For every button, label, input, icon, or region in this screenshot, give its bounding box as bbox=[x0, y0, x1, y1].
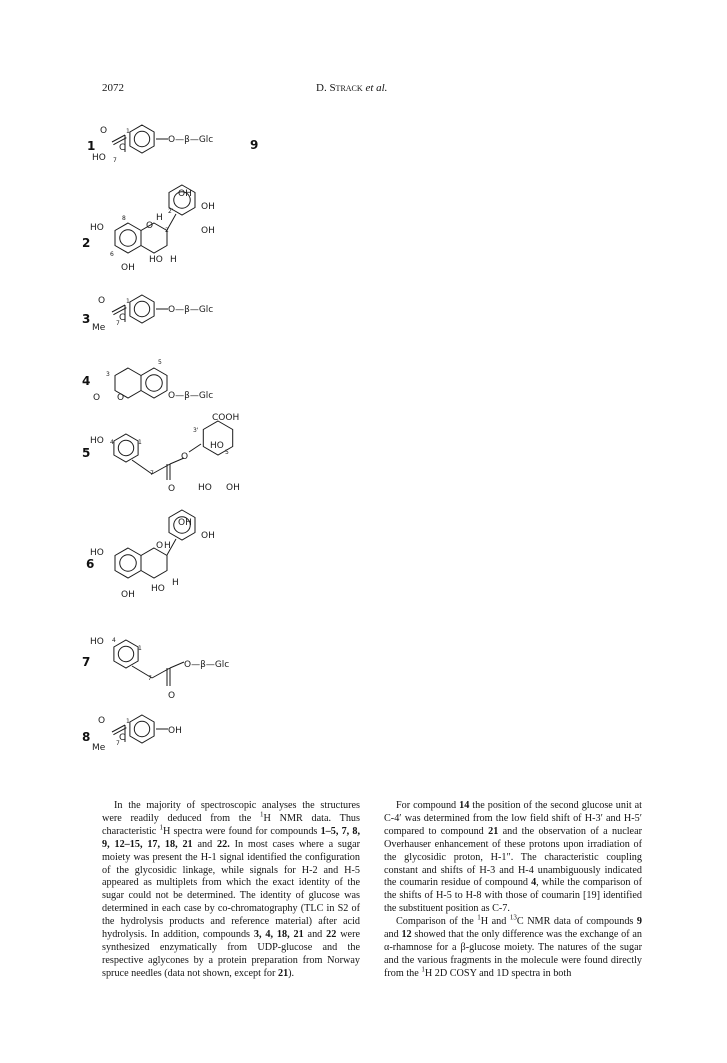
atom-label: 7 bbox=[148, 675, 152, 682]
atom-label: OH bbox=[178, 189, 192, 199]
atom-label: H bbox=[156, 213, 163, 223]
atom-label: 2' bbox=[168, 208, 174, 215]
atom-label: O bbox=[168, 484, 176, 494]
atom-label: 4 bbox=[110, 439, 114, 446]
atom-label: O—β—Glc bbox=[168, 391, 214, 401]
atom-label: OH bbox=[226, 483, 240, 493]
atom-label: 1 bbox=[126, 298, 130, 305]
atom-label: 5 bbox=[225, 449, 229, 456]
atom-label: 1 bbox=[126, 718, 130, 725]
atom-label: C bbox=[119, 143, 126, 153]
atom-label: 3 bbox=[106, 371, 110, 378]
atom-label: Me bbox=[92, 743, 106, 753]
compound-4 bbox=[82, 359, 213, 403]
atom-label: 1 bbox=[138, 645, 142, 652]
atom-label: HO bbox=[198, 483, 212, 493]
compound-number: 4 bbox=[82, 374, 91, 388]
atom-label: O bbox=[100, 126, 108, 136]
atom-label: OH bbox=[178, 518, 192, 528]
compound-5 bbox=[82, 413, 240, 494]
atom-label: O bbox=[93, 393, 101, 403]
atom-label: OH bbox=[201, 202, 215, 212]
atom-label: O bbox=[156, 541, 164, 551]
author-name: D. Strack bbox=[316, 82, 363, 94]
compound-number: 7 bbox=[82, 655, 91, 669]
atom-label: 2 bbox=[165, 227, 169, 234]
atom-label: HO bbox=[90, 436, 104, 446]
atom-label: Me bbox=[92, 323, 106, 333]
atom-label: 6 bbox=[110, 251, 114, 258]
paragraph: Comparison of the $^1$H and $^{13}$C NMR data of compounds 9 and 12 showed that the only difference was the exchange of an α-rhamnose for a β-glucose moiety. The natures of the sugar and the various fragments in the molecule were found directly from the $^1$H 2D COSY and 1D spectra in both bbox=[384, 913, 642, 979]
atom-label: 4 bbox=[112, 637, 116, 644]
compound-8 bbox=[82, 715, 182, 753]
compound-number: 3 bbox=[82, 312, 91, 326]
atom-label: O—β—Glc bbox=[168, 305, 214, 315]
compound-number: 6 bbox=[86, 557, 95, 571]
page-number: 2072 bbox=[102, 82, 124, 94]
author-suffix: et al. bbox=[365, 82, 388, 94]
atom-label: H bbox=[170, 255, 177, 265]
compound-1 bbox=[87, 125, 213, 164]
atom-label: HO bbox=[151, 584, 165, 594]
atom-label: H bbox=[172, 578, 179, 588]
compound-number: 9 bbox=[250, 138, 259, 152]
atom-label: HO bbox=[90, 548, 104, 558]
atom-label: H bbox=[164, 541, 171, 551]
atom-label: O bbox=[168, 691, 176, 701]
paragraph: For compound 14 the position of the second glucose unit at C-4′ was determined from the low field shift of H-3′ and H-5′ compared to compound 21 and the observation of a nuclear Overhauser enhancement of these protons upon irradiation of the glycosidic proton, H-1″. The characteristic coupling constant and shifts of H-3 and H-4 unambiguously indicated the coumarin residue of compound 4, while the comparison of the shifts of H-5 to H-8 with those of coumarin [19] identified the substituent position as C-7. bbox=[384, 800, 642, 915]
atom-label: 1 bbox=[126, 128, 130, 135]
compound-number: 5 bbox=[82, 446, 91, 460]
compound-7 bbox=[82, 637, 229, 701]
atom-label: O bbox=[117, 393, 125, 403]
atom-label: O—β—Glc bbox=[168, 135, 214, 145]
text-column-left bbox=[102, 800, 360, 981]
atom-label: HO bbox=[92, 153, 106, 163]
compound-3 bbox=[82, 295, 213, 333]
atom-label: 1 bbox=[138, 439, 142, 446]
compound-9 bbox=[250, 138, 258, 152]
atom-label: OH bbox=[168, 726, 182, 736]
atom-label: HO bbox=[149, 255, 163, 265]
atom-label: 7 bbox=[116, 740, 120, 747]
atom-label: C bbox=[119, 313, 126, 323]
atom-label: O bbox=[98, 296, 106, 306]
atom-label: O bbox=[181, 452, 189, 462]
compound-number: 1 bbox=[87, 139, 96, 153]
atom-label: OH bbox=[121, 263, 135, 273]
atom-label: C bbox=[119, 733, 126, 743]
atom-label: 7 bbox=[150, 470, 154, 477]
compound-6 bbox=[86, 510, 215, 600]
atom-label: OH bbox=[201, 531, 215, 541]
atom-label: HO bbox=[90, 223, 104, 233]
atom-label: OH bbox=[201, 226, 215, 236]
atom-label: 5 bbox=[158, 359, 162, 366]
compound-2 bbox=[82, 185, 215, 273]
text-column-right bbox=[384, 800, 642, 981]
atom-label: OH bbox=[121, 590, 135, 600]
atom-label: HO bbox=[90, 637, 104, 647]
atom-label: HO bbox=[210, 441, 224, 451]
atom-label: 3' bbox=[193, 427, 199, 434]
compound-number: 2 bbox=[82, 236, 91, 250]
atom-label: 7 bbox=[116, 320, 120, 327]
atom-label: O bbox=[146, 221, 154, 231]
atom-label: O bbox=[98, 716, 106, 726]
paragraph: In the majority of spectroscopic analyses the structures were readily deduced from the $^1$H NMR data. Thus characteristic $^1$H spectra were found for compounds 1–5, 7, 8, 9, 12–15, 17, 18, 21 and 22. In most cases where a sugar moiety was present the H-1 signal identified the configuration of the glycosidic linkage, while signals for H-2 and H-5 appeared as multiplets from which the exact identity of the sugar could not be determined. The identity of glucose was determined in each case by co-chromatography (TLC in S2 of the hydrolysis products and reference material) after acid hydrolysis. In addition, compounds 3, 4, 18, 21 and 22 were synthesized enzymatically from UDP-glucose and the respective aglycones by a protein preparation from Norway spruce needles (data not shown, except for 21). bbox=[102, 800, 361, 979]
atom-label: 7 bbox=[113, 157, 117, 164]
atom-label: O—β—Glc bbox=[184, 660, 230, 670]
atom-label: COOH bbox=[212, 413, 240, 423]
compound-number: 8 bbox=[82, 730, 91, 744]
atom-label: 8 bbox=[122, 215, 126, 222]
